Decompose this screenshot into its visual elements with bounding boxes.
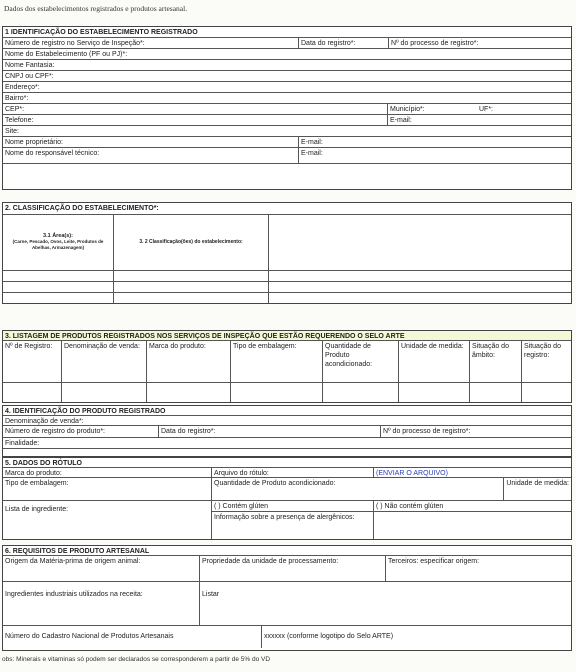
field-brand[interactable]: Marca do produto:: [5, 470, 62, 477]
field-district[interactable]: Bairro*:: [5, 95, 29, 102]
area-title: 3.1 Área(s):: [43, 233, 73, 239]
field-reg-num[interactable]: Número de registro no Serviço de Inspeção*:: [5, 40, 145, 47]
field-label-file: Arquivo do rótulo:: [211, 468, 373, 477]
col-denom: Denominação de venda:: [61, 341, 146, 382]
field-email-3[interactable]: E-mail:: [298, 148, 571, 163]
field-unit[interactable]: Unidade de medida:: [503, 478, 571, 500]
field-denom[interactable]: Denominação de venda*:: [5, 418, 84, 425]
section-2-table: [2, 202, 572, 304]
send-file-link[interactable]: (ENVIAR O ARQUIVO): [373, 468, 571, 477]
section-6-title: 6. REQUISITOS DE PRODUTO ARTESANAL: [5, 548, 150, 555]
col-unit: Unidade de medida:: [398, 341, 469, 382]
col-reg: Nº de Registro:: [5, 343, 53, 350]
field-qty[interactable]: Quantidade de Produto acondicionado:: [211, 478, 503, 500]
field-prod-reg-date[interactable]: Data do registro*:: [158, 426, 380, 437]
field-owner[interactable]: Nome proprietário:: [5, 139, 63, 146]
gluten-no-checkbox[interactable]: ( ) Não contém glúten: [374, 501, 571, 512]
classif-blank: [268, 215, 571, 270]
col-status: Situação do registro:: [521, 341, 571, 382]
section-3-table: [2, 330, 572, 403]
section-5-title: 5. DADOS DO RÓTULO: [5, 460, 83, 467]
field-cnpj[interactable]: CNPJ ou CPF*:: [5, 73, 54, 80]
section-5-table: [2, 457, 572, 540]
field-address[interactable]: Endereço*:: [5, 84, 40, 91]
section-6-table: [2, 545, 572, 651]
section-4-table: [2, 405, 572, 457]
classif-cell[interactable]: [113, 271, 268, 281]
field-proc-num[interactable]: Nº do processo de registro*:: [388, 38, 571, 48]
field-prod-reg[interactable]: Número de registro do produto*:: [5, 428, 105, 435]
col-brand: Marca do produto:: [146, 341, 230, 382]
field-logo[interactable]: xxxxxx (conforme logotipo do Selo ARTE): [261, 626, 571, 648]
field-est-name[interactable]: Nome do Estabelecimento (PF ou PJ)*:: [5, 51, 128, 58]
section-1-title: 1 IDENTIFICAÇÃO DO ESTABELECIMENTO REGISTRADO: [5, 29, 198, 36]
field-city[interactable]: Município*:: [387, 104, 477, 114]
field-reg-date[interactable]: Data do registro*:: [298, 38, 388, 48]
area-cell[interactable]: [3, 271, 113, 281]
col-pack: Tipo de embalagem:: [230, 341, 322, 382]
field-allergen[interactable]: Informação sobre a presença de alergênicos:: [214, 514, 355, 521]
intro-text: Dados dos estabelecimentos registrados e produtos artesanal.: [4, 4, 188, 13]
field-site[interactable]: Site:: [5, 128, 20, 135]
field-pack[interactable]: Tipo de embalagem:: [5, 480, 69, 487]
field-third[interactable]: Terceiros: especificar origem:: [385, 556, 571, 581]
section-1-table: [2, 26, 572, 190]
field-fantasy[interactable]: Nome Fantasia:: [5, 62, 55, 69]
field-cadastro[interactable]: Número do Cadastro Nacional de Produtos Artesanais: [5, 633, 174, 640]
section-4-title: 4. IDENTIFICAÇÃO DO PRODUTO REGISTRADO: [5, 408, 166, 415]
field-cep[interactable]: CEP*:: [5, 106, 25, 113]
footnote: obs: Minerais e vitaminas só podem ser declarados se corresponderem a partir de 5% do VD: [2, 656, 271, 663]
field-purpose[interactable]: Finalidade:: [5, 440, 40, 447]
field-email-2[interactable]: E-mail:: [298, 137, 571, 147]
area-desc: (Carne, Pescado, Ovos, Leite, Produtos de Abelhas, Armazenagem): [12, 239, 104, 250]
section-2-title: 2. CLASSIFICAÇÃO DO ESTABELECIMENTO*:: [5, 205, 159, 212]
field-tech[interactable]: Nome do responsável técnico:: [5, 150, 100, 157]
field-origin[interactable]: Origem da Matéria-prima de origem animal:: [5, 558, 141, 565]
gluten-group: [211, 501, 373, 539]
field-industrial[interactable]: Ingredientes industriais utilizados na receita:: [5, 591, 143, 598]
field-phone[interactable]: Telefone:: [5, 117, 34, 124]
classif-label: 3. 2 Classificação(ões) do estabelecimento:: [139, 239, 243, 245]
classif-header: [113, 215, 268, 270]
col-scope: Situação do âmbito:: [469, 341, 521, 382]
table-row-cell[interactable]: [3, 383, 61, 402]
col-qty: Quantidade de Produto acondicionado:: [322, 341, 398, 382]
field-property[interactable]: Propriedade da unidade de processamento:: [199, 556, 385, 581]
field-prod-proc-num[interactable]: Nº do processo de registro*:: [380, 426, 571, 437]
field-ingredients[interactable]: Lista de ingrediente:: [5, 506, 69, 513]
field-uf[interactable]: UF*:: [479, 106, 493, 113]
field-list[interactable]: Listar: [199, 582, 571, 625]
gluten-yes-checkbox[interactable]: ( ) Contém glúten: [212, 501, 373, 512]
field-email-1[interactable]: E-mail:: [387, 115, 571, 125]
area-header: [3, 215, 113, 270]
section-3-title: 3. LISTAGEM DE PRODUTOS REGISTRADOS NOS SERVIÇOS DE INSPEÇÃO QUE ESTÃO REQUERENDO O SELO ARTE: [5, 333, 405, 340]
